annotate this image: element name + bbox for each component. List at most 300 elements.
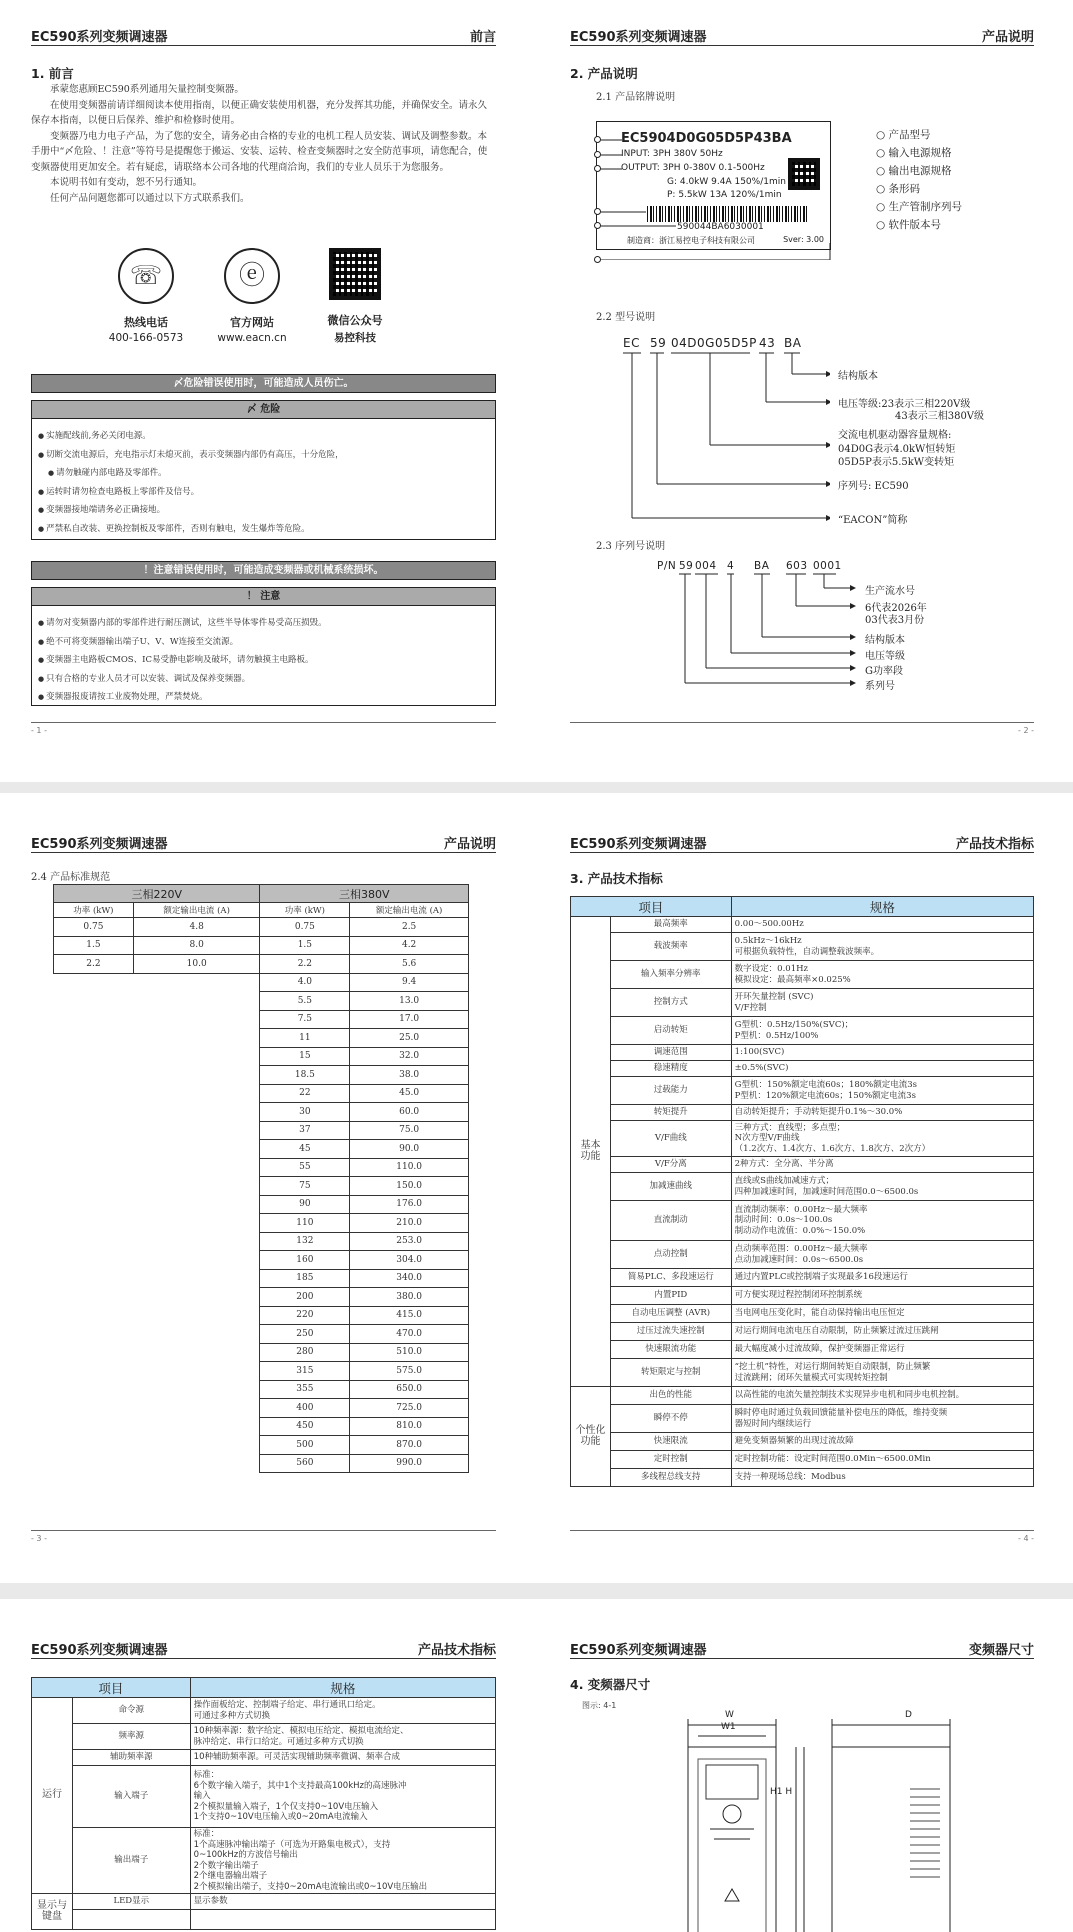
legend-label: 产品型号 — [888, 129, 931, 141]
circle-icon: ○ — [876, 129, 889, 141]
table-row — [54, 1158, 469, 1177]
category-cell — [32, 1698, 73, 1894]
contact-value: 易控科技 — [334, 332, 376, 344]
spec-cell: 直流制动频率：0.00Hz～最大频率 制动时间：0.0s～100.0s 制动动作电流值：0.0%～150.0% — [731, 1201, 1033, 1241]
model-code-version: BA — [784, 336, 802, 350]
paragraph: 任何产品问题您都可以通过以下方式联系我们。 — [50, 192, 250, 204]
contact-label: 热线电话 — [124, 316, 168, 329]
cell-current-380: 340.0 — [350, 1269, 469, 1288]
header-section: 前言 — [469, 30, 496, 45]
table-row — [571, 1157, 1034, 1173]
list-item: ● 运转时请勿检查电路板上零部件及信号。 — [38, 483, 489, 502]
table-row — [54, 973, 469, 992]
subsection-heading: 2.1 产品铭牌说明 — [596, 92, 676, 103]
header-section: 产品说明 — [981, 30, 1034, 45]
table-row — [54, 1047, 469, 1066]
item-cell: 快速限流 — [610, 1433, 731, 1451]
serial-label-voltage: 电压等级 — [865, 651, 905, 662]
globe-icon: ⓔ — [224, 248, 280, 304]
empty-cell — [133, 1454, 260, 1473]
column-header: 项目 — [32, 1678, 191, 1698]
empty-cell — [133, 1251, 260, 1270]
cell-current-380: 17.0 — [350, 1010, 469, 1029]
spec-cell: 对运行期间电流电压自动限制，防止频繁过流过压跳闸 — [731, 1323, 1033, 1341]
cell-power-380: 18.5 — [260, 1066, 350, 1085]
category-cell — [571, 917, 611, 1387]
cell-power-380: 185 — [260, 1269, 350, 1288]
item-cell: 命令源 — [72, 1698, 190, 1724]
model-code-voltage: 43 — [759, 336, 776, 350]
figure-label: 图示: 4-1 — [582, 1701, 617, 1710]
empty-cell — [133, 1399, 260, 1418]
empty-cell — [54, 1066, 134, 1085]
contact-label: 微信公众号 — [327, 314, 383, 327]
page-number: - 3 - — [31, 1534, 47, 1543]
legend-item — [876, 126, 962, 144]
sheet-1 — [0, 0, 1073, 782]
dim-w1-label: W1 — [721, 1722, 736, 1732]
table-row — [54, 1362, 469, 1381]
column-header: 项目 — [571, 897, 732, 917]
list-item-text: 请勿触碰内部电路及零部件。 — [56, 468, 167, 478]
empty-cell — [54, 1158, 134, 1177]
page-footer — [570, 1530, 1034, 1544]
empty-cell — [133, 1288, 260, 1307]
spec-cell: 10种辅助频率源。可灵活实现辅助频率微调、频率合成 — [190, 1750, 495, 1766]
empty-cell — [54, 1047, 134, 1066]
empty-cell — [54, 1343, 134, 1362]
table-row — [571, 989, 1034, 1017]
model-code-capacity: 04D0G05D5P — [671, 336, 757, 350]
subsection-heading: 2.2 型号说明 — [596, 312, 656, 323]
serial-label-series: 系列号 — [865, 681, 895, 692]
table-row — [54, 1399, 469, 1418]
cell-power-220: 2.2 — [54, 955, 134, 974]
caution-box — [31, 605, 496, 706]
contact-hotline — [86, 248, 206, 344]
model-label-version: 结构版本 — [838, 371, 878, 382]
empty-cell — [54, 1195, 134, 1214]
item-cell: 自动电压调整 (AVR) — [610, 1305, 731, 1323]
cell-current-380: 510.0 — [350, 1343, 469, 1362]
plate-legend — [876, 126, 962, 234]
header-title: EC590系列变频调速器 — [31, 30, 168, 45]
item-cell: 输入端子 — [72, 1766, 190, 1828]
cell-current-380: 415.0 — [350, 1306, 469, 1325]
table-row — [571, 1077, 1034, 1105]
cell-current-380: 25.0 — [350, 1029, 469, 1048]
cell-power-380: 110 — [260, 1214, 350, 1233]
empty-cell — [54, 1029, 134, 1048]
table-row — [54, 1177, 469, 1196]
spec-cell: 0.00～500.00Hz — [731, 917, 1033, 933]
empty-cell — [133, 1325, 260, 1344]
header-title: EC590系列变频调速器 — [31, 1643, 168, 1658]
table-row — [54, 1343, 469, 1362]
serial-version: BA — [754, 560, 770, 572]
model-label-capacity-g: 04D0G表示4.0kW恒转矩 — [838, 444, 956, 455]
cell-current-220: 10.0 — [133, 955, 260, 974]
cell-power-380: 55 — [260, 1158, 350, 1177]
legend-item — [876, 216, 962, 234]
empty-cell — [54, 1269, 134, 1288]
page-footer — [31, 1530, 496, 1544]
legend-label: 生产管制序列号 — [888, 201, 962, 213]
list-item: ● 严禁私自改装、更换控制板及零部件，否则有触电，发生爆炸等危险。 — [38, 520, 489, 539]
plate-input: INPUT: 3PH 380V 50Hz — [621, 149, 723, 159]
cell-power-380: 500 — [260, 1436, 350, 1455]
empty-cell — [54, 973, 134, 992]
legend-label: 输入电源规格 — [888, 147, 952, 159]
category-cell — [32, 1894, 73, 1930]
cell-power-380: 280 — [260, 1343, 350, 1362]
item-cell: 快速限流功能 — [610, 1341, 731, 1359]
table-row — [54, 992, 469, 1011]
serial-label-flow: 生产流水号 — [865, 586, 915, 597]
model-code-lines — [570, 350, 830, 522]
spec-cell: 2种方式：全分离、半分离 — [731, 1157, 1033, 1173]
table-row — [54, 918, 469, 937]
page-header — [570, 1637, 1034, 1659]
page-footer — [570, 722, 1034, 736]
table-row — [571, 1173, 1034, 1201]
plate-output: OUTPUT: 3PH 0-380V 0.1-500Hz — [621, 163, 765, 173]
list-item: ● 变频器接地端请务必正确接地。 — [38, 501, 489, 520]
sub-header: 功率 (kW) — [260, 903, 350, 918]
header-section: 产品技术指标 — [417, 1643, 496, 1658]
item-cell: 最高频率 — [610, 917, 731, 933]
empty-cell — [54, 1121, 134, 1140]
cell-power-380: 132 — [260, 1232, 350, 1251]
spec-cell: 可方便实现过程控制闭环控制系统 — [731, 1287, 1033, 1305]
page-1 — [31, 0, 496, 782]
table-row — [32, 1766, 496, 1828]
cell-power-380: 22 — [260, 1084, 350, 1103]
table-row — [571, 1341, 1034, 1359]
serial-pn: P/N — [657, 560, 677, 572]
table-row — [54, 1103, 469, 1122]
cell-current-380: 45.0 — [350, 1084, 469, 1103]
page-footer — [31, 722, 496, 736]
item-cell: 输出端子 — [72, 1828, 190, 1894]
legend-item — [876, 162, 962, 180]
spec-cell: 自动转矩提升；手动转矩提升0.1%～30.0% — [731, 1105, 1033, 1121]
empty-cell — [54, 1417, 134, 1436]
legend-item — [876, 198, 962, 216]
preface-text — [31, 82, 496, 206]
table-row — [54, 1214, 469, 1233]
table-row — [54, 1306, 469, 1325]
empty-cell — [133, 1232, 260, 1251]
qr-code-icon — [329, 248, 381, 300]
table-row — [54, 1436, 469, 1455]
model-label-series: 序列号: EC590 — [838, 481, 909, 492]
empty-cell — [54, 992, 134, 1011]
spec-cell: G型机：0.5Hz/150%(SVC)； P型机：0.5Hz/100% — [731, 1017, 1033, 1045]
table-row — [54, 1084, 469, 1103]
phone-icon: ☏ — [118, 248, 174, 304]
cell-power-220: 1.5 — [54, 936, 134, 955]
spec-cell: 避免变频器频繁的出现过流故障 — [731, 1433, 1033, 1451]
column-header: 三相220V — [54, 885, 260, 903]
spec-cell: G型机：150%额定电流60s；180%额定电流3s P型机：120%额定电流60s；150%额定电流3s — [731, 1077, 1033, 1105]
table-row — [32, 1894, 496, 1910]
legend-label: 输出电源规格 — [888, 165, 952, 177]
table-row — [571, 1045, 1034, 1061]
table-row — [54, 1066, 469, 1085]
sheet-2 — [0, 793, 1073, 1583]
tech-spec-table-cont — [31, 1677, 496, 1930]
empty-cell — [133, 1417, 260, 1436]
spec-cell: ±0.5%(SVC) — [731, 1061, 1033, 1077]
circle-icon: ○ — [876, 165, 889, 177]
item-cell: 简易PLC、多段速运行 — [610, 1269, 731, 1287]
spec-cell: 1:100(SVC) — [731, 1045, 1033, 1061]
empty-cell — [133, 1380, 260, 1399]
empty-cell — [133, 1362, 260, 1381]
item-cell: 转矩限定与控制 — [610, 1359, 731, 1387]
spec-cell: 10种频率源：数字给定、模拟电压给定、模拟电流给定、 脉冲给定、串行口给定。可通过多种方式切换 — [190, 1724, 495, 1750]
dimension-drawing — [670, 1709, 960, 1932]
header-section: 变频器尺寸 — [968, 1643, 1034, 1658]
page-header — [31, 831, 496, 853]
item-cell: 载波频率 — [610, 933, 731, 961]
legend-item — [876, 180, 962, 198]
empty-cell — [54, 1084, 134, 1103]
spec-cell: 直线或S曲线加减速方式； 四种加减速时间，加减速时间范围0.0～6500.0s — [731, 1173, 1033, 1201]
column-header: 三相380V — [260, 885, 469, 903]
cell-power-380: 15 — [260, 1047, 350, 1066]
cell-current-380: 176.0 — [350, 1195, 469, 1214]
spec-cell: 当电网电压变化时，能自动保持输出电压恒定 — [731, 1305, 1033, 1323]
table-row — [54, 1232, 469, 1251]
serial-power: 004 — [695, 560, 717, 572]
plate-maker: 制造商：浙江易控电子科技有限公司 — [627, 236, 755, 245]
empty-cell — [133, 973, 260, 992]
spec-cell: 标准： 6个数字输入端子，其中1个支持最高100kHz的高速脉冲 输入 2个模拟量输入端子，1个仅支持0~10V电压输入 1个支持0~10V电压输入或0~20mA电流输入 — [190, 1766, 495, 1828]
empty-cell — [133, 1103, 260, 1122]
list-item: ● 变频器主电路板CMOS、IC易受静电影响及破坏，请勿触摸主电路板。 — [38, 651, 489, 670]
list-item: ● 请勿对变频器内部的零部件进行耐压测试，这些半导体零件易受高压损毁。 — [38, 614, 489, 633]
paragraph: 在使用变频器前请详细阅读本使用指南，以便正确安装使用机器，充分发挥其功能，并确保安全。请永久保存本指南，以便日后保养、维护和检修时使用。 — [31, 99, 488, 126]
danger-title: 〆 危险 — [31, 400, 496, 419]
spec-cell: 开环矢量控制 (SVC) V/F控制 — [731, 989, 1033, 1017]
page-header — [31, 1637, 496, 1659]
cell-current-380: 470.0 — [350, 1325, 469, 1344]
contact-value: 400-166-0573 — [108, 332, 184, 344]
cell-power-380: 7.5 — [260, 1010, 350, 1029]
table-row — [571, 1359, 1034, 1387]
page-5 — [31, 1599, 496, 1932]
cell-power-380: 30 — [260, 1103, 350, 1122]
empty-cell — [54, 1306, 134, 1325]
empty-cell — [54, 1251, 134, 1270]
page-4 — [570, 793, 1034, 1583]
section-heading: 4. 变频器尺寸 — [570, 1677, 651, 1692]
table-row — [571, 1451, 1034, 1469]
cell-power-380: 75 — [260, 1177, 350, 1196]
subsection-heading: 2.3 序列号说明 — [596, 541, 666, 552]
sub-header: 额定输出电流 (A) — [350, 903, 469, 918]
empty-cell — [54, 1140, 134, 1159]
item-cell: V/F分离 — [610, 1157, 731, 1173]
spec-cell — [190, 1910, 495, 1930]
model-label-capacity: 交流电机驱动器容量规格: — [838, 430, 952, 441]
cell-power-380: 355 — [260, 1380, 350, 1399]
spec-cell: 点动频率范围：0.00Hz～最大频率 点动加减速时间：0.0s～6500.0s — [731, 1241, 1033, 1269]
serial-voltage: 4 — [727, 560, 735, 572]
empty-cell — [133, 1029, 260, 1048]
item-cell: 输入频率分辨率 — [610, 961, 731, 989]
category-cell — [571, 1387, 611, 1487]
cell-power-380: 220 — [260, 1306, 350, 1325]
item-cell: 转矩提升 — [610, 1105, 731, 1121]
cell-power-380: 200 — [260, 1288, 350, 1307]
page-header — [31, 24, 496, 46]
table-row — [571, 1387, 1034, 1405]
list-item — [38, 464, 489, 483]
cell-power-380: 5.5 — [260, 992, 350, 1011]
cell-current-380: 38.0 — [350, 1066, 469, 1085]
cell-current-380: 32.0 — [350, 1047, 469, 1066]
plate-model: EC5904D0G05D5P43BA — [621, 131, 792, 146]
dim-d-label: D — [905, 1710, 912, 1720]
dim-w-label: W — [725, 1710, 734, 1720]
table-row — [32, 1828, 496, 1894]
table-row — [571, 933, 1034, 961]
serial-label-version: 结构版本 — [865, 635, 905, 646]
cell-power-220: 0.75 — [54, 918, 134, 937]
table-row — [32, 1910, 496, 1930]
table-row — [54, 1288, 469, 1307]
table-row — [571, 1241, 1034, 1269]
table-row — [571, 1061, 1034, 1077]
cell-current-380: 575.0 — [350, 1362, 469, 1381]
item-cell: 辅助频率源 — [72, 1750, 190, 1766]
model-code-ec: EC — [623, 336, 640, 350]
header-title: EC590系列变频调速器 — [31, 837, 168, 852]
cell-current-380: 725.0 — [350, 1399, 469, 1418]
cell-current-380: 9.4 — [350, 973, 469, 992]
spec-cell: 最大幅度减小过流故障，保护变频器正常运行 — [731, 1341, 1033, 1359]
circle-icon: ○ — [876, 147, 889, 159]
cell-current-380: 13.0 — [350, 992, 469, 1011]
table-row — [32, 1698, 496, 1724]
empty-cell — [133, 1306, 260, 1325]
legend-label: 软件版本号 — [888, 219, 941, 231]
empty-cell — [54, 1010, 134, 1029]
model-code-59: 59 — [650, 336, 667, 350]
list-item: ● 只有合格的专业人员才可以安装、调试及保养变频器。 — [38, 670, 489, 689]
table-row — [571, 961, 1034, 989]
spec-cell: 定时控制功能：设定时间范围0.0Min～6500.0Min — [731, 1451, 1033, 1469]
item-cell: 过载能力 — [610, 1077, 731, 1105]
item-cell: 稳速精度 — [610, 1061, 731, 1077]
cell-current-380: 650.0 — [350, 1380, 469, 1399]
table-row — [571, 1469, 1034, 1487]
page-6 — [570, 1599, 1034, 1932]
cell-current-380: 810.0 — [350, 1417, 469, 1436]
subsection-heading: 2.4 产品标准规范 — [31, 872, 111, 883]
category-label: 运行 — [41, 1789, 62, 1801]
table-row — [54, 1417, 469, 1436]
cell-current-380: 5.6 — [350, 955, 469, 974]
empty-cell — [133, 1343, 260, 1362]
cell-current-380: 150.0 — [350, 1177, 469, 1196]
empty-cell — [133, 1140, 260, 1159]
empty-cell — [54, 1288, 134, 1307]
contact-website — [192, 248, 312, 344]
cell-power-380: 250 — [260, 1325, 350, 1344]
cell-power-380: 1.5 — [260, 936, 350, 955]
sheet-3 — [0, 1599, 1073, 1932]
table-row — [571, 1121, 1034, 1157]
legend-item — [876, 144, 962, 162]
plate-p-rating: P: 5.5kW 13A 120%/1min — [667, 190, 782, 200]
table-row — [571, 1105, 1034, 1121]
spec-cell: 通过内置PLC或控制端子实现最多16段速运行 — [731, 1269, 1033, 1287]
cell-current-220: 8.0 — [133, 936, 260, 955]
contact-wechat — [295, 248, 415, 345]
empty-cell — [133, 1436, 260, 1455]
page-number: - 2 - — [1018, 726, 1034, 735]
spec-cell: 支持一种现场总线：Modbus — [731, 1469, 1033, 1487]
tech-spec-table — [570, 896, 1034, 1487]
caution-banner: ！注意错误使用时，可能造成变频器或机械系统损坏。 — [31, 561, 496, 580]
table-row — [54, 1140, 469, 1159]
cell-power-380: 4.0 — [260, 973, 350, 992]
category-label: 显示与 键盘 — [36, 1900, 67, 1922]
empty-cell — [133, 1195, 260, 1214]
spec-cell: 0.5kHz～16kHz 可根据负载特性，自动调整载波频率。 — [731, 933, 1033, 961]
empty-cell — [54, 1362, 134, 1381]
contact-label: 官方网站 — [230, 316, 274, 329]
paragraph: 本说明书如有变动，恕不另行通知。 — [50, 177, 203, 188]
category-label: 基本 功能 — [580, 1140, 601, 1162]
cell-current-380: 304.0 — [350, 1251, 469, 1270]
empty-cell — [54, 1103, 134, 1122]
page-number: - 4 - — [1018, 1534, 1034, 1543]
cell-power-380: 0.75 — [260, 918, 350, 937]
header-title: EC590系列变频调速器 — [570, 837, 707, 852]
table-row — [571, 1405, 1034, 1433]
empty-cell — [54, 1380, 134, 1399]
spec-cell: 显示参数 — [190, 1894, 495, 1910]
spec-cell: 操作面板给定、控制端子给定、串行通讯口给定。 可通过多种方式切换 — [190, 1698, 495, 1724]
item-cell: 直流制动 — [610, 1201, 731, 1241]
cell-power-380: 450 — [260, 1417, 350, 1436]
serial-flow: 0001 — [813, 560, 842, 572]
table-row — [54, 1380, 469, 1399]
cell-current-380: 870.0 — [350, 1436, 469, 1455]
page-header — [570, 831, 1034, 853]
list-item: ● 变频器报废请按工业废物处理，严禁焚烧。 — [38, 688, 489, 707]
table-row — [571, 1017, 1034, 1045]
table-row — [54, 1325, 469, 1344]
table-row — [54, 1269, 469, 1288]
page-3 — [31, 793, 496, 1583]
spec-cell: 瞬时停电时通过负载回馈能量补偿电压的降低，维持变频 器短时间内继续运行 — [731, 1405, 1033, 1433]
empty-cell — [133, 1269, 260, 1288]
empty-cell — [54, 1325, 134, 1344]
cell-current-220: 4.8 — [133, 918, 260, 937]
table-row — [54, 1029, 469, 1048]
cell-power-380: 2.2 — [260, 955, 350, 974]
item-cell: 瞬停不停 — [610, 1405, 731, 1433]
cell-current-380: 253.0 — [350, 1232, 469, 1251]
circle-icon: ○ — [876, 201, 889, 213]
item-cell: V/F曲线 — [610, 1121, 731, 1157]
